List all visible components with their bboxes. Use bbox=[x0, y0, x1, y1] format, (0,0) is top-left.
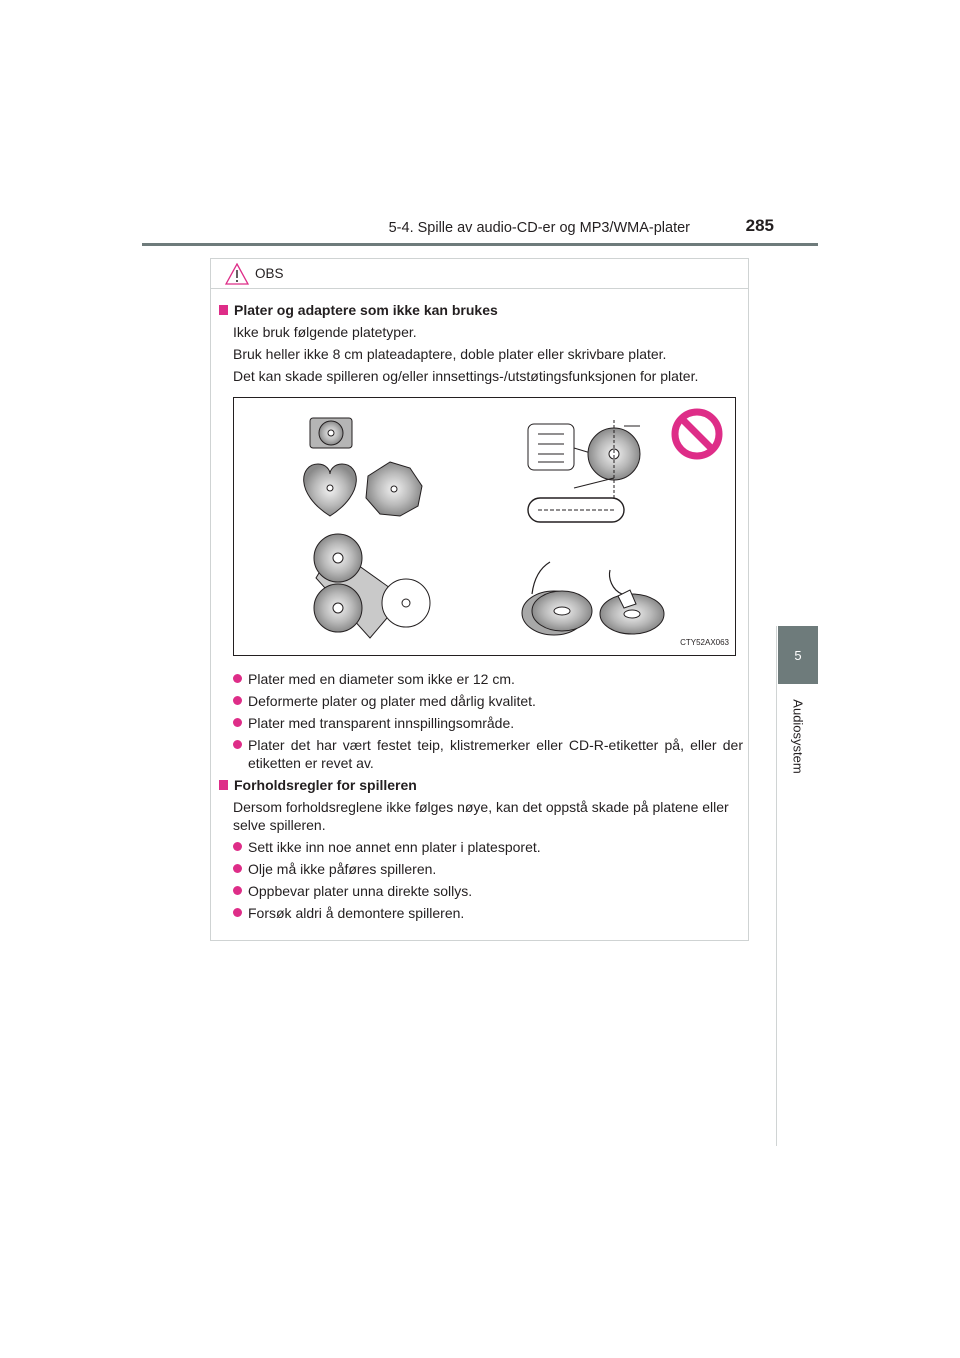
bullet-dot-icon bbox=[233, 908, 242, 917]
bullet-item bbox=[233, 736, 743, 772]
page-number: 285 bbox=[745, 216, 774, 235]
paragraph: Bruk heller ikke 8 cm plateadaptere, doble plater eller skrivbare plater. bbox=[233, 346, 667, 362]
warning-icon bbox=[225, 263, 249, 285]
bullet-dot-icon bbox=[233, 842, 242, 851]
bullet-item bbox=[233, 714, 743, 732]
chapter-label bbox=[778, 686, 818, 786]
bullet-item bbox=[233, 838, 743, 856]
chapter-tab bbox=[778, 626, 818, 684]
square-bullet-icon bbox=[219, 780, 228, 790]
bullet-dot-icon bbox=[233, 696, 242, 705]
bullet-item bbox=[233, 692, 743, 710]
bullet-text: Plater med transparent innspillingsområde. bbox=[248, 715, 515, 731]
section-heading-text: Forholdsregler for spilleren bbox=[234, 777, 417, 793]
notice-label: OBS bbox=[255, 266, 284, 281]
chapter-label-text: Audiosystem bbox=[790, 698, 806, 774]
notice-box bbox=[210, 258, 749, 941]
bullet-text: Oppbevar plater unna direkte sollys. bbox=[248, 883, 473, 899]
header-rule bbox=[142, 243, 818, 246]
bullet-dot-icon bbox=[233, 864, 242, 873]
paragraph: Det kan skade spilleren og/eller innsettings-/utstøtingsfunksjonen for plater. bbox=[233, 368, 699, 384]
section-heading bbox=[217, 301, 743, 319]
bullet-text: Olje må ikke påføres spilleren. bbox=[248, 861, 437, 877]
figure-code: CTY52AX063 bbox=[680, 638, 729, 647]
bullet-text: Forsøk aldri å demontere spilleren. bbox=[248, 905, 465, 921]
bullet-text: Plater med en diameter som ikke er 12 cm. bbox=[248, 671, 515, 687]
unsuitable-discs-drawing bbox=[234, 398, 735, 655]
paragraph: Ikke bruk følgende platetyper. bbox=[233, 324, 417, 340]
chapter-number: 5 bbox=[794, 647, 802, 663]
bullet-dot-icon bbox=[233, 886, 242, 895]
notice-content bbox=[217, 301, 743, 926]
bullet-dot-icon bbox=[233, 718, 242, 727]
bullet-text: Sett ikke inn noe annet enn plater i platesporet. bbox=[248, 839, 541, 855]
bullet-dot-icon bbox=[233, 674, 242, 683]
bullet-item bbox=[233, 904, 743, 922]
side-divider bbox=[776, 626, 777, 1146]
paragraph: Dersom forholdsreglene ikke følges nøye, kan det oppstå skade på platene eller selve spilleren. bbox=[233, 799, 729, 833]
section-heading-text: Plater og adaptere som ikke kan brukes bbox=[234, 302, 498, 318]
header-title: 5-4. Spille av audio-CD-er og MP3/WMA-plater bbox=[388, 220, 690, 236]
disc-illustration bbox=[233, 397, 736, 656]
bullet-dot-icon bbox=[233, 740, 242, 749]
square-bullet-icon bbox=[219, 305, 228, 315]
notice-header bbox=[211, 259, 748, 289]
bullet-item bbox=[233, 860, 743, 878]
bullet-text: Deformerte plater og plater med dårlig kvalitet. bbox=[248, 693, 536, 709]
bullet-text: Plater det har vært festet teip, klistremerker eller CD-R-etiketter på, eller der etiketten er revet av. bbox=[248, 737, 743, 771]
bullet-item bbox=[233, 882, 743, 900]
section-heading bbox=[217, 776, 743, 794]
bullet-item bbox=[233, 670, 743, 688]
